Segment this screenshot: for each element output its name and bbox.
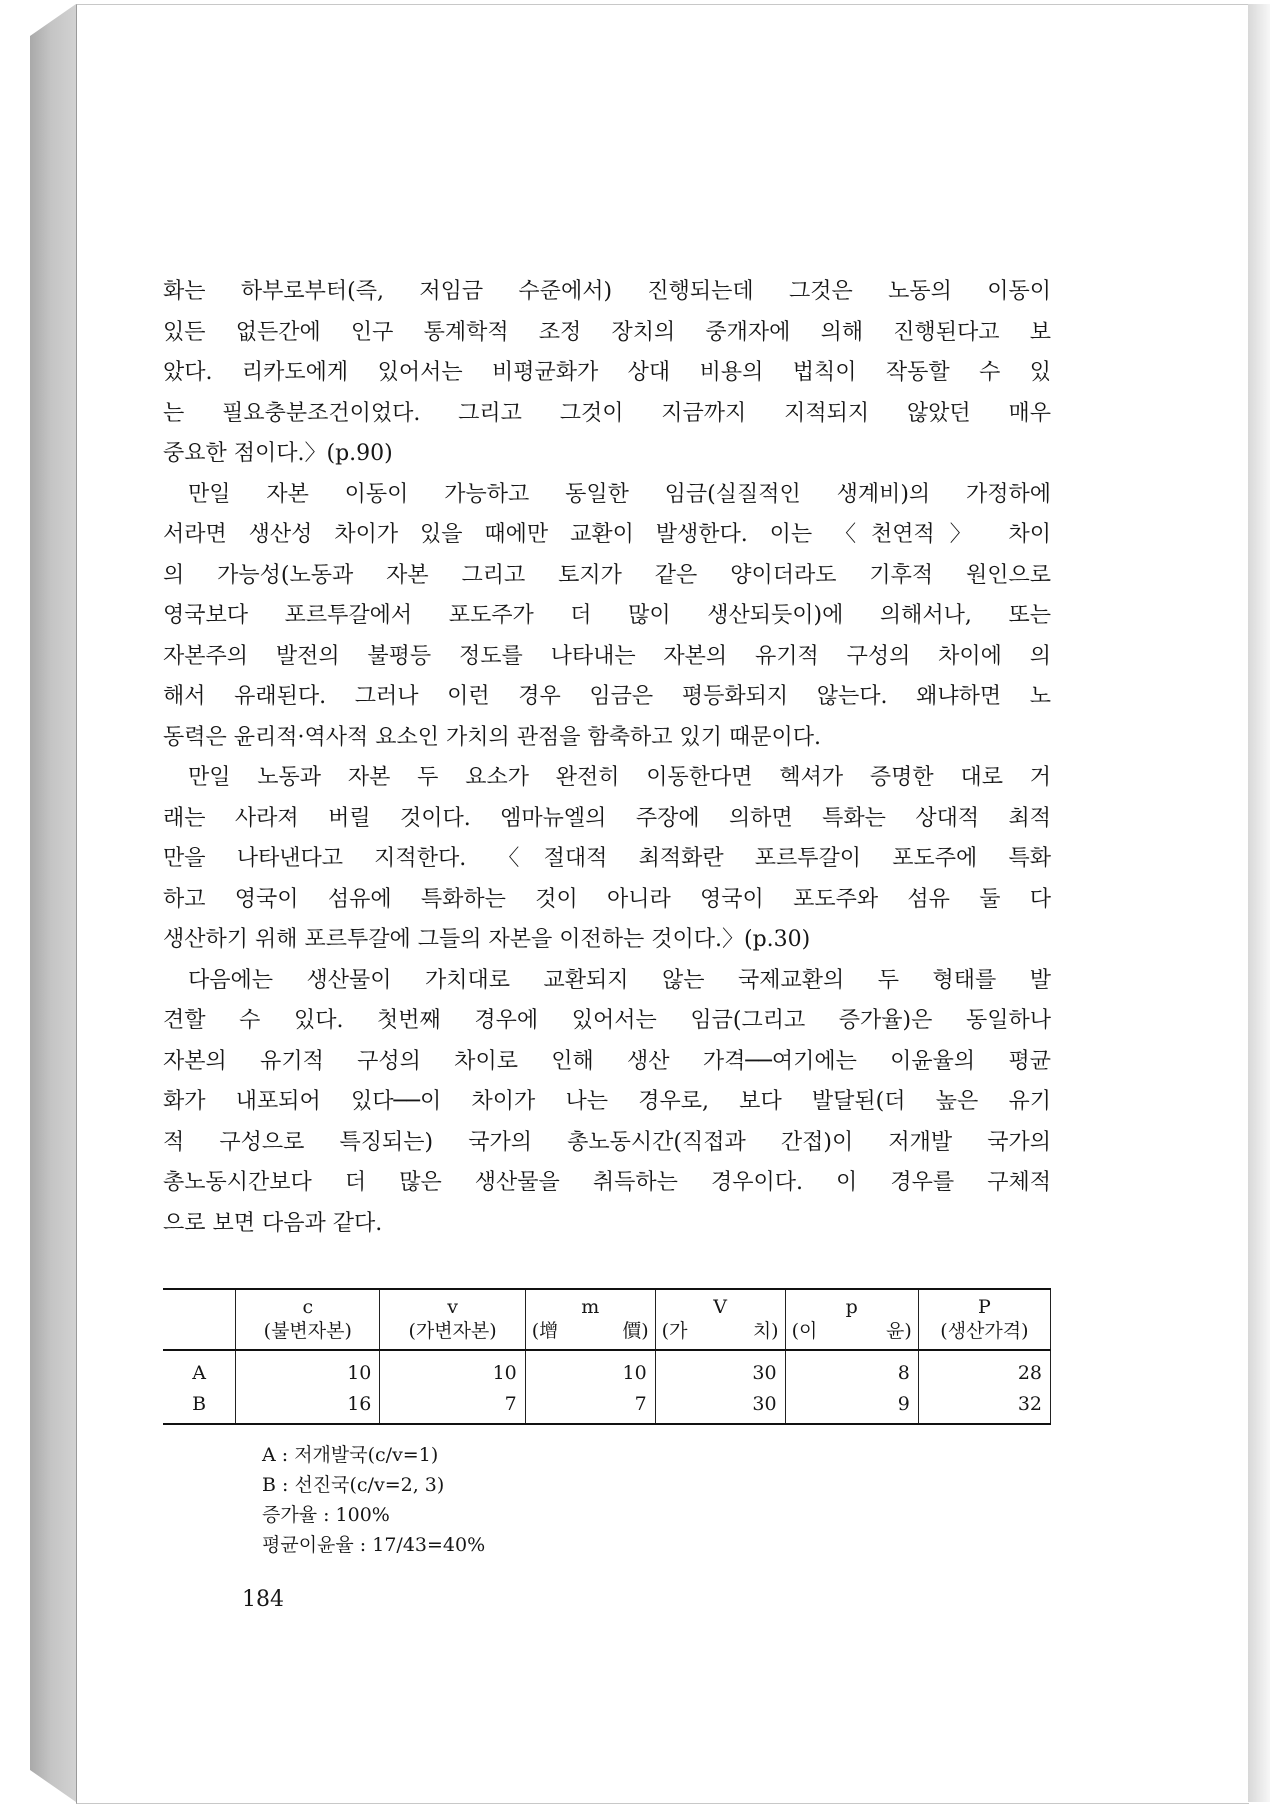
table-row bbox=[163, 1388, 1051, 1424]
page-edge-shadow bbox=[1248, 4, 1270, 1802]
table-cell: 10 bbox=[380, 1350, 525, 1388]
text-line: 래는 사라져 버릴 것이다. 엠마뉴엘의 주장에 의하면 특화는 상대적 최적 bbox=[163, 805, 1051, 831]
text-line: 았다. 리카도에게 있어서는 비평균화가 상대 비용의 법칙이 작동할 수 있 bbox=[163, 360, 1051, 385]
body-text bbox=[163, 272, 1051, 1244]
table-notes bbox=[262, 1440, 485, 1560]
note-line: 평균이윤율 : 17/43=40% bbox=[262, 1534, 486, 1556]
book-spine bbox=[30, 4, 76, 1802]
value-table-grid bbox=[163, 1288, 1051, 1425]
text-line: 는 필요충분조건이었다. 그리고 그것이 지금까지 지적되지 않았던 매우 bbox=[163, 400, 1051, 426]
table-cell: 7 bbox=[380, 1388, 525, 1424]
text-line: 영국보다 포르투갈에서 포도주가 더 많이 생산되듯이)에 의해서나, 또는 bbox=[163, 603, 1051, 628]
column-label: (가변자본) bbox=[408, 1320, 497, 1342]
table-header-row bbox=[163, 1289, 1051, 1350]
column-label-left: (가 bbox=[661, 1320, 688, 1342]
column-label bbox=[532, 1319, 649, 1343]
table-header-cell bbox=[785, 1289, 918, 1350]
column-symbol: c bbox=[302, 1296, 314, 1318]
table-cell: 28 bbox=[918, 1350, 1050, 1388]
text-line: 만일 자본 이동이 가능하고 동일한 임금(실질적인 생계비)의 가정하에 bbox=[188, 481, 1051, 507]
table-header-cell bbox=[525, 1289, 655, 1350]
note-line: B : 선진국(c/v=2, 3) bbox=[262, 1474, 445, 1496]
text-line: 총노동시간보다 더 많은 생산물을 취득하는 경우이다. 이 경우를 구체적 bbox=[163, 1170, 1051, 1195]
page-number: 184 bbox=[242, 1587, 284, 1612]
text-line: 으로 보면 다음과 같다. bbox=[163, 1210, 383, 1236]
text-line: 있든 없든간에 인구 통계학적 조정 장치의 중개자에 의해 진행된다고 보 bbox=[163, 319, 1051, 345]
text-line: 화가 내포되어 있다──이 차이가 나는 경우로, 보다 발달된(더 높은 유기 bbox=[163, 1089, 1051, 1114]
text-line: 자본주의 발전의 불평등 정도를 나타내는 자본의 유기적 구성의 차이에 의 bbox=[163, 643, 1051, 669]
text-line: 다음에는 생산물이 가치대로 교환되지 않는 국제교환의 두 형태를 발 bbox=[188, 967, 1051, 993]
text-line: 동력은 윤리적·역사적 요소인 가치의 관점을 함축하고 있기 때문이다. bbox=[163, 724, 821, 750]
column-symbol: V bbox=[713, 1296, 727, 1318]
text-line: 자본의 유기적 구성의 차이로 인해 생산 가격──여기에는 이윤율의 평균 bbox=[163, 1048, 1051, 1074]
note-line: 증가율 : 100% bbox=[262, 1504, 390, 1526]
text-line: 의 가능성(노동과 자본 그리고 토지가 같은 양이더라도 기후적 원인으로 bbox=[163, 562, 1051, 588]
column-label: (생산가격) bbox=[940, 1320, 1029, 1342]
column-label-right: 치) bbox=[752, 1320, 779, 1342]
table-cell: 30 bbox=[655, 1350, 785, 1388]
value-table bbox=[163, 1288, 1051, 1425]
column-symbol: v bbox=[447, 1296, 458, 1318]
column-label-right: 價) bbox=[622, 1320, 649, 1342]
text-line: 견할 수 있다. 첫번째 경우에 있어서는 임금(그리고 증가율)은 동일하나 bbox=[163, 1008, 1051, 1033]
text-line: 중요한 점이다.〉(p.90) bbox=[163, 441, 393, 466]
column-label bbox=[792, 1319, 912, 1343]
text-line: 서라면 생산성 차이가 있을 때에만 교환이 발생한다. 이는 〈천연적〉 차이 bbox=[163, 522, 1051, 547]
table-cell: 8 bbox=[785, 1350, 918, 1388]
column-symbol: m bbox=[581, 1296, 600, 1318]
row-label: B bbox=[192, 1392, 207, 1415]
row-label: A bbox=[192, 1361, 206, 1384]
text-line: 만을 나타낸다고 지적한다. 〈절대적 최적화란 포르투갈이 포도주에 특화 bbox=[163, 846, 1051, 871]
column-label-right: 윤) bbox=[886, 1320, 912, 1342]
column-symbol: p bbox=[845, 1296, 858, 1318]
text-line: 생산하기 위해 포르투갈에 그들의 자본을 이전하는 것이다.〉(p.30) bbox=[163, 927, 811, 952]
table-row bbox=[163, 1350, 1051, 1388]
table-cell: 10 bbox=[525, 1350, 655, 1388]
column-symbol: P bbox=[978, 1296, 991, 1318]
table-cell: 32 bbox=[918, 1388, 1050, 1424]
table-corner-cell bbox=[163, 1289, 236, 1350]
table-cell: 16 bbox=[236, 1388, 380, 1424]
text-line: 해서 유래된다. 그러나 이런 경우 임금은 평등화되지 않는다. 왜냐하면 노 bbox=[163, 684, 1051, 709]
table-header-cell bbox=[236, 1289, 380, 1350]
note-line: A : 저개발국(c/v=1) bbox=[262, 1444, 439, 1466]
text-line: 하고 영국이 섬유에 특화하는 것이 아니라 영국이 포도주와 섬유 둘 다 bbox=[163, 886, 1051, 912]
table-header-cell bbox=[380, 1289, 525, 1350]
table-cell: 30 bbox=[655, 1388, 785, 1424]
table-cell: 9 bbox=[785, 1388, 918, 1424]
column-label-left: (이 bbox=[791, 1320, 818, 1342]
text-line: 만일 노동과 자본 두 요소가 완전히 이동한다면 헥셔가 증명한 대로 거 bbox=[188, 765, 1051, 790]
text-line: 화는 하부로부터(즉, 저임금 수준에서) 진행되는데 그것은 노동의 이동이 bbox=[163, 279, 1051, 304]
column-label bbox=[662, 1319, 779, 1343]
table-cell: 10 bbox=[236, 1350, 380, 1388]
table-header-cell bbox=[918, 1289, 1050, 1350]
table-header-cell bbox=[655, 1289, 785, 1350]
column-label: (불변자본) bbox=[263, 1320, 352, 1342]
table-cell: 7 bbox=[525, 1388, 655, 1424]
column-label-left: (增 bbox=[531, 1320, 559, 1342]
text-line: 적 구성으로 특징되는) 국가의 총노동시간(직접과 간접)이 저개발 국가의 bbox=[163, 1129, 1051, 1155]
